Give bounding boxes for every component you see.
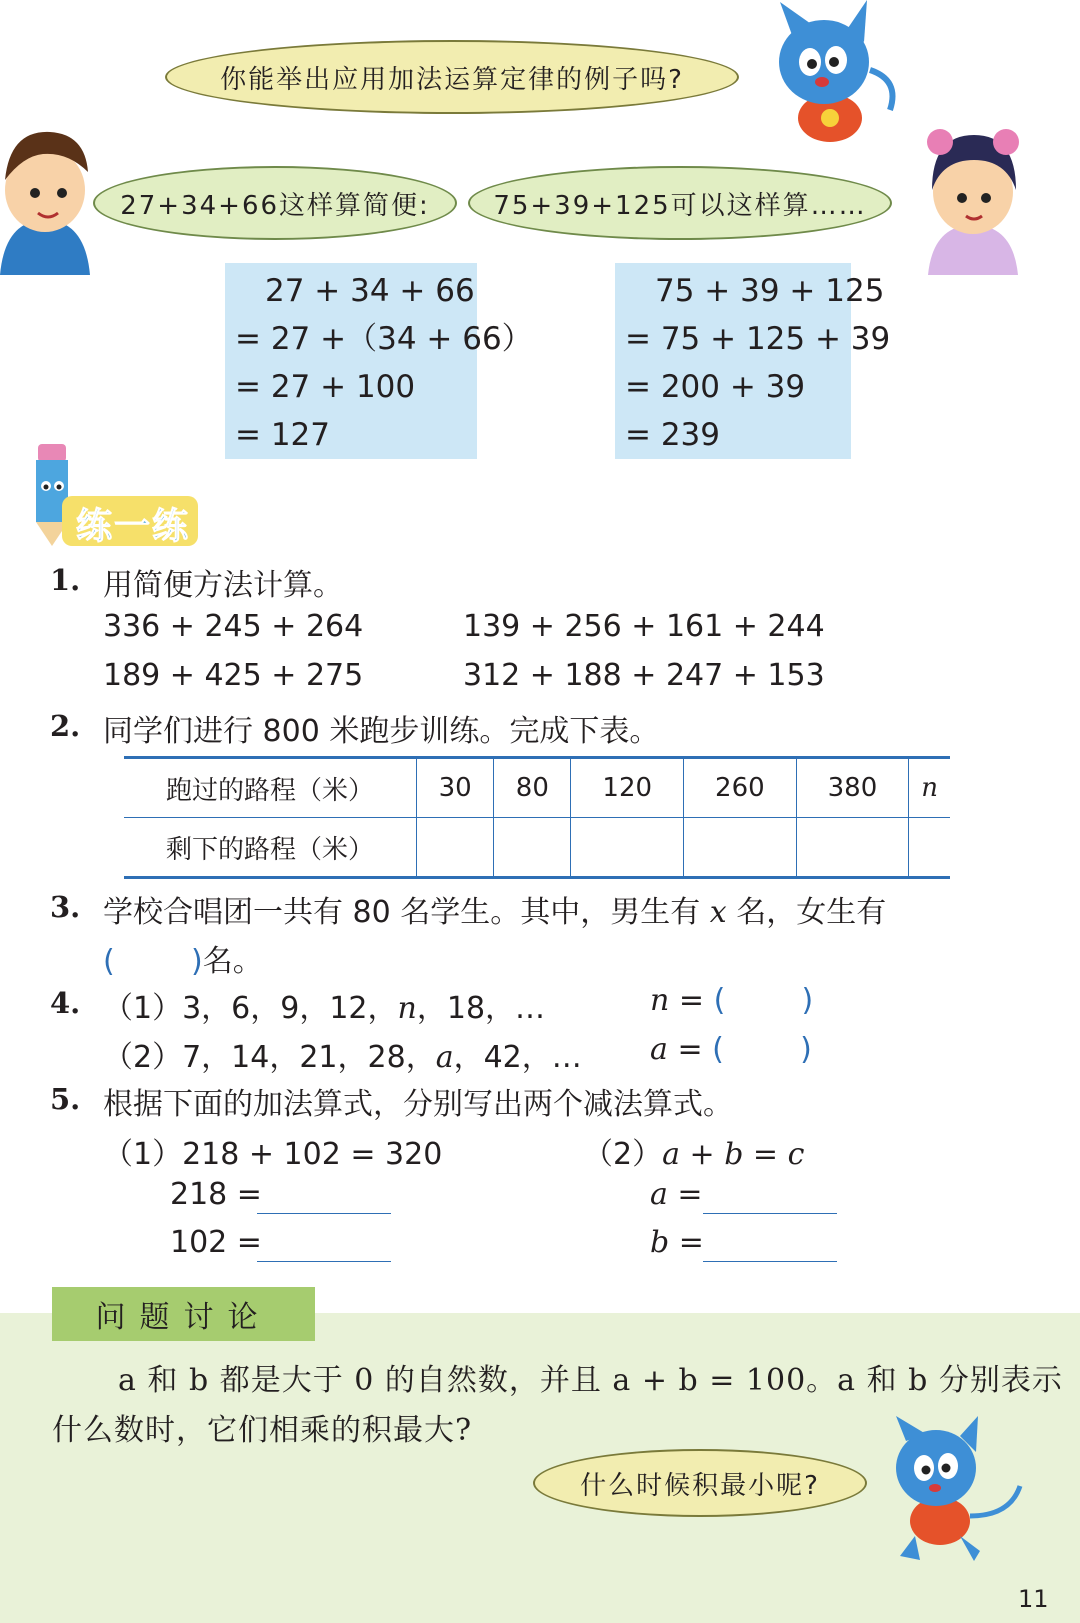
text-part: 学校合唱团一共有 80 名学生。其中，男生有 [103, 895, 701, 930]
question-text [103, 887, 886, 931]
table-cell: 80 [494, 758, 571, 818]
answer-blank-line[interactable] [257, 1213, 391, 1214]
expression: 189 + 425 + 275 [103, 658, 364, 693]
question-number: 5. [50, 1082, 81, 1116]
expression: 336 + 245 + 264 [103, 609, 364, 644]
answer-cell[interactable] [684, 818, 797, 878]
discussion-title: 问题讨论 [52, 1287, 315, 1341]
calc-line: = 27 +（34 + 66） [235, 321, 533, 357]
speech-bubble-cat-bottom [533, 1449, 867, 1517]
equals-sign: = [678, 983, 705, 1018]
row-label: 剩下的路程（米） [124, 818, 417, 878]
speech-bubble-cat [165, 40, 739, 114]
calc-line: 27 + 34 + 66 [265, 273, 475, 309]
equation-text: a + b = c [662, 1137, 805, 1172]
speech-text: 75+39+125可以这样算…… [493, 190, 867, 221]
blue-cat-illustration [752, 0, 912, 145]
speech-text: 你能举出应用加法运算定律的例子吗? [220, 64, 684, 95]
calculation-box-left [225, 263, 533, 459]
calc-line: = 75 + 125 + 39 [625, 321, 891, 357]
speech-bubble-boy [93, 166, 457, 240]
calc-line: = 200 + 39 [625, 369, 806, 405]
answer-label: 102 = [170, 1225, 262, 1260]
equation [583, 1129, 804, 1173]
table-cell: 380 [796, 758, 909, 818]
text-part: （1）3，6，9，12， [103, 991, 398, 1026]
sequence [103, 983, 545, 1027]
question-number: 3. [50, 890, 81, 924]
answer-blank[interactable]: ( ) [713, 983, 814, 1018]
answer-cell[interactable] [909, 818, 950, 878]
boy-illustration [0, 125, 95, 275]
answer-blank[interactable]: ( ) [103, 944, 203, 979]
answer-blank-line[interactable] [703, 1213, 837, 1214]
question-text: 同学们进行 800 米跑步训练。完成下表。 [103, 714, 660, 749]
table-cell: 30 [417, 758, 494, 818]
table-row [124, 818, 950, 878]
discussion-text: a 和 b 都是大于 0 的自然数，并且 a + b = 100。a 和 b 分别表示 [118, 1363, 1063, 1398]
sequence-answer [650, 1032, 812, 1067]
variable: x [709, 895, 727, 930]
equals-sign: = [677, 1032, 703, 1067]
sequence [103, 1032, 582, 1076]
answer-cell[interactable] [571, 818, 684, 878]
answer-cell[interactable] [796, 818, 909, 878]
calc-line: = 27 + 100 [235, 369, 416, 405]
row-label: 跑过的路程（米） [165, 775, 374, 806]
speech-text: 27+34+66这样算简便: [120, 190, 430, 221]
answer-label: 218 = [170, 1177, 262, 1212]
answer-blank[interactable]: ( ) [712, 1032, 812, 1067]
table-cell: 260 [684, 758, 797, 818]
table-cell: 120 [571, 758, 684, 818]
equation: （1）218 + 102 = 320 [103, 1137, 443, 1172]
answer-line [103, 936, 263, 980]
variable: n [650, 983, 670, 1018]
speech-bubble-girl [468, 166, 892, 240]
answer-cell[interactable] [417, 818, 494, 878]
speech-text: 什么时候积最小呢? [580, 1470, 820, 1501]
distance-table [124, 756, 950, 879]
calc-line: 75 + 39 + 125 [655, 273, 885, 309]
question-text: 用简便方法计算。 [103, 568, 343, 603]
text-part: （2）7，14，21，28， [103, 1040, 436, 1075]
variable: a [650, 1032, 668, 1067]
expression: 139 + 256 + 161 + 244 [463, 609, 825, 644]
practice-title: 练一练 [76, 506, 191, 547]
expression: 312 + 188 + 247 + 153 [463, 658, 825, 693]
page-number: 11 [1018, 1585, 1049, 1613]
text-part: （2） [583, 1137, 663, 1172]
question-number: 4. [50, 986, 81, 1020]
girl-illustration [918, 120, 1028, 275]
blue-cat-running-illustration [870, 1416, 1030, 1566]
question-text: 根据下面的加法算式，分别写出两个减法算式。 [103, 1087, 733, 1122]
calc-line: = 239 [625, 417, 720, 453]
answer-label: a = [650, 1177, 703, 1212]
question-number: 1. [50, 563, 81, 597]
table-row [124, 758, 950, 818]
text-part: ，18，… [416, 991, 546, 1026]
sequence-answer [650, 983, 813, 1018]
answer-label: b = [650, 1225, 704, 1260]
answer-cell[interactable] [494, 818, 571, 878]
text-part: 名。 [202, 944, 263, 979]
text-part: ，42，… [453, 1040, 582, 1075]
variable: a [435, 1040, 454, 1075]
calc-line: = 127 [235, 417, 330, 453]
answer-blank-line[interactable] [257, 1261, 391, 1262]
variable: n [397, 991, 417, 1026]
table-cell: n [909, 758, 950, 818]
text-part: 名，女生有 [736, 895, 887, 930]
answer-blank-line[interactable] [703, 1261, 837, 1262]
calculation-box-right [615, 263, 891, 459]
discussion-text: 什么数时，它们相乘的积最大? [52, 1413, 473, 1448]
question-number: 2. [50, 709, 81, 743]
